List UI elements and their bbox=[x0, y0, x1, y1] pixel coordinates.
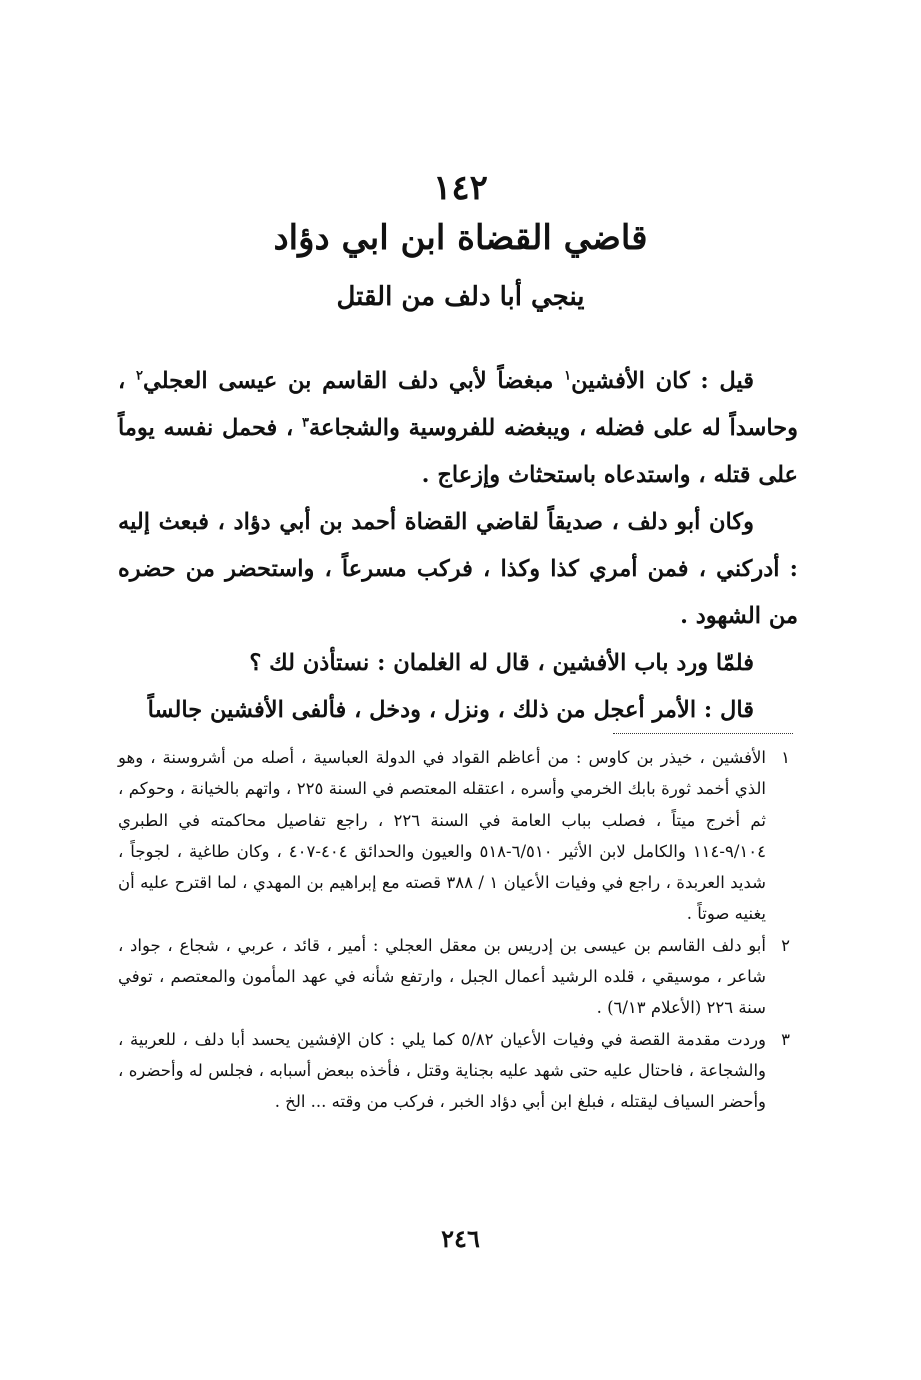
footnote-ref-3: ٣ bbox=[302, 415, 309, 431]
page-number: ٢٤٦ bbox=[441, 1224, 480, 1253]
footnote-text: الأفشين ، خيذر بن كاوس : من أعاظم القواد في الدولة العباسية ، أصله من أشروسنة ، وهو الذي أخمد ثورة بابك الخرمي وأسره ، اعتقله المعتصم في السنة ٢٢٥ ، واتهم بالخيانة ، وحوكم ، ثم أخرج ميتاً ، فصلب بباب العامة في السنة ٢٢٦ ، راجع تفاصيل محاكمته في الطبري ٩/١٠٤-١١٤ والكامل لابن الأثير ٦/٥١٠-٥١٨ والعيون والحدائق ٤٠٤-٤٠٧ ، وكان طاغية ، لجوجاً ، شديد العربدة ، راجع في وفيات الأعيان ١ / ٣٨٨ قصته مع إبراهيم بن المهدي ، لما اقترح عليه أن يغنيه صوتاً . bbox=[118, 748, 766, 924]
paragraph-1-part-d: ، فحمل نفسه يوماً على قتله ، واستدعاه باستحثاث وإزعاج . bbox=[118, 415, 798, 488]
footnote-divider bbox=[613, 733, 793, 734]
footnote-ref-1: ١ bbox=[564, 368, 572, 384]
footnote-3 bbox=[118, 1024, 790, 1118]
footnote-2 bbox=[118, 930, 790, 1024]
paragraph-3: فلمّا ورد باب الأفشين ، قال له الغلمان : نستأذن لك ؟ bbox=[249, 650, 754, 676]
footnote-1 bbox=[118, 742, 790, 930]
story-number: ١٤٢ bbox=[433, 168, 488, 208]
footnote-text: وردت مقدمة القصة في وفيات الأعيان ٥/٨٢ كما يلي : كان الإفشين يحسد أبا دلف ، للعربية ، والشجاعة ، فاحتال عليه حتى شهد عليه بجناية وقتل ، فأخذه ببعض أسبابه ، فجلس له وأحضره ، وأحضر السياف ليقتله ، فبلغ ابن أبي دؤاد الخبر ، فركب من وقته ... الخ . bbox=[118, 1029, 766, 1112]
footnotes bbox=[118, 742, 790, 1118]
footnote-marker: ٣ bbox=[781, 1029, 790, 1049]
footnote-text: أبو دلف القاسم بن عيسى بن إدريس بن معقل العجلي : أمير ، قائد ، عربي ، شجاع ، جواد ، شاعر ، موسيقي ، قلده الرشيد أعمال الجبل ، وارتفع شأنه في عهد المأمون والمعتصم ، توفي سنة ٢٢٦ (الأعلام ٦/١٣) . bbox=[118, 935, 766, 1018]
paragraph-4: قال : الأمر أعجل من ذلك ، ونزل ، ودخل ، فألفى الأفشين جالساً bbox=[147, 697, 754, 723]
paragraph-1-part-a: قيل : كان الأفشين bbox=[571, 368, 754, 394]
paragraph-1-part-c: ، وحاسداً له على فضله ، ويبغضه للفروسية والشجاعة bbox=[118, 368, 798, 441]
footnote-marker: ٢ bbox=[781, 935, 790, 955]
footnote-ref-2: ٢ bbox=[135, 368, 143, 384]
paragraph-1 bbox=[118, 358, 798, 499]
body-text bbox=[118, 358, 798, 734]
story-title: قاضي القضاة ابن ابي دؤاد bbox=[273, 218, 648, 258]
paragraph-2: وكان أبو دلف ، صديقاً لقاضي القضاة أحمد بن أبي دؤاد ، فبعث إليه : أدركني ، فمن أمري كذا وكذا ، فركب مسرعاً ، واستحضر من حضره من الشهود . bbox=[118, 509, 798, 629]
paragraph-1-part-b: مبغضاً لأبي دلف القاسم بن عيسى العجلي bbox=[142, 368, 565, 394]
story-subtitle: ينجي أبا دلف من القتل bbox=[336, 282, 585, 312]
footnote-marker: ١ bbox=[781, 748, 790, 767]
